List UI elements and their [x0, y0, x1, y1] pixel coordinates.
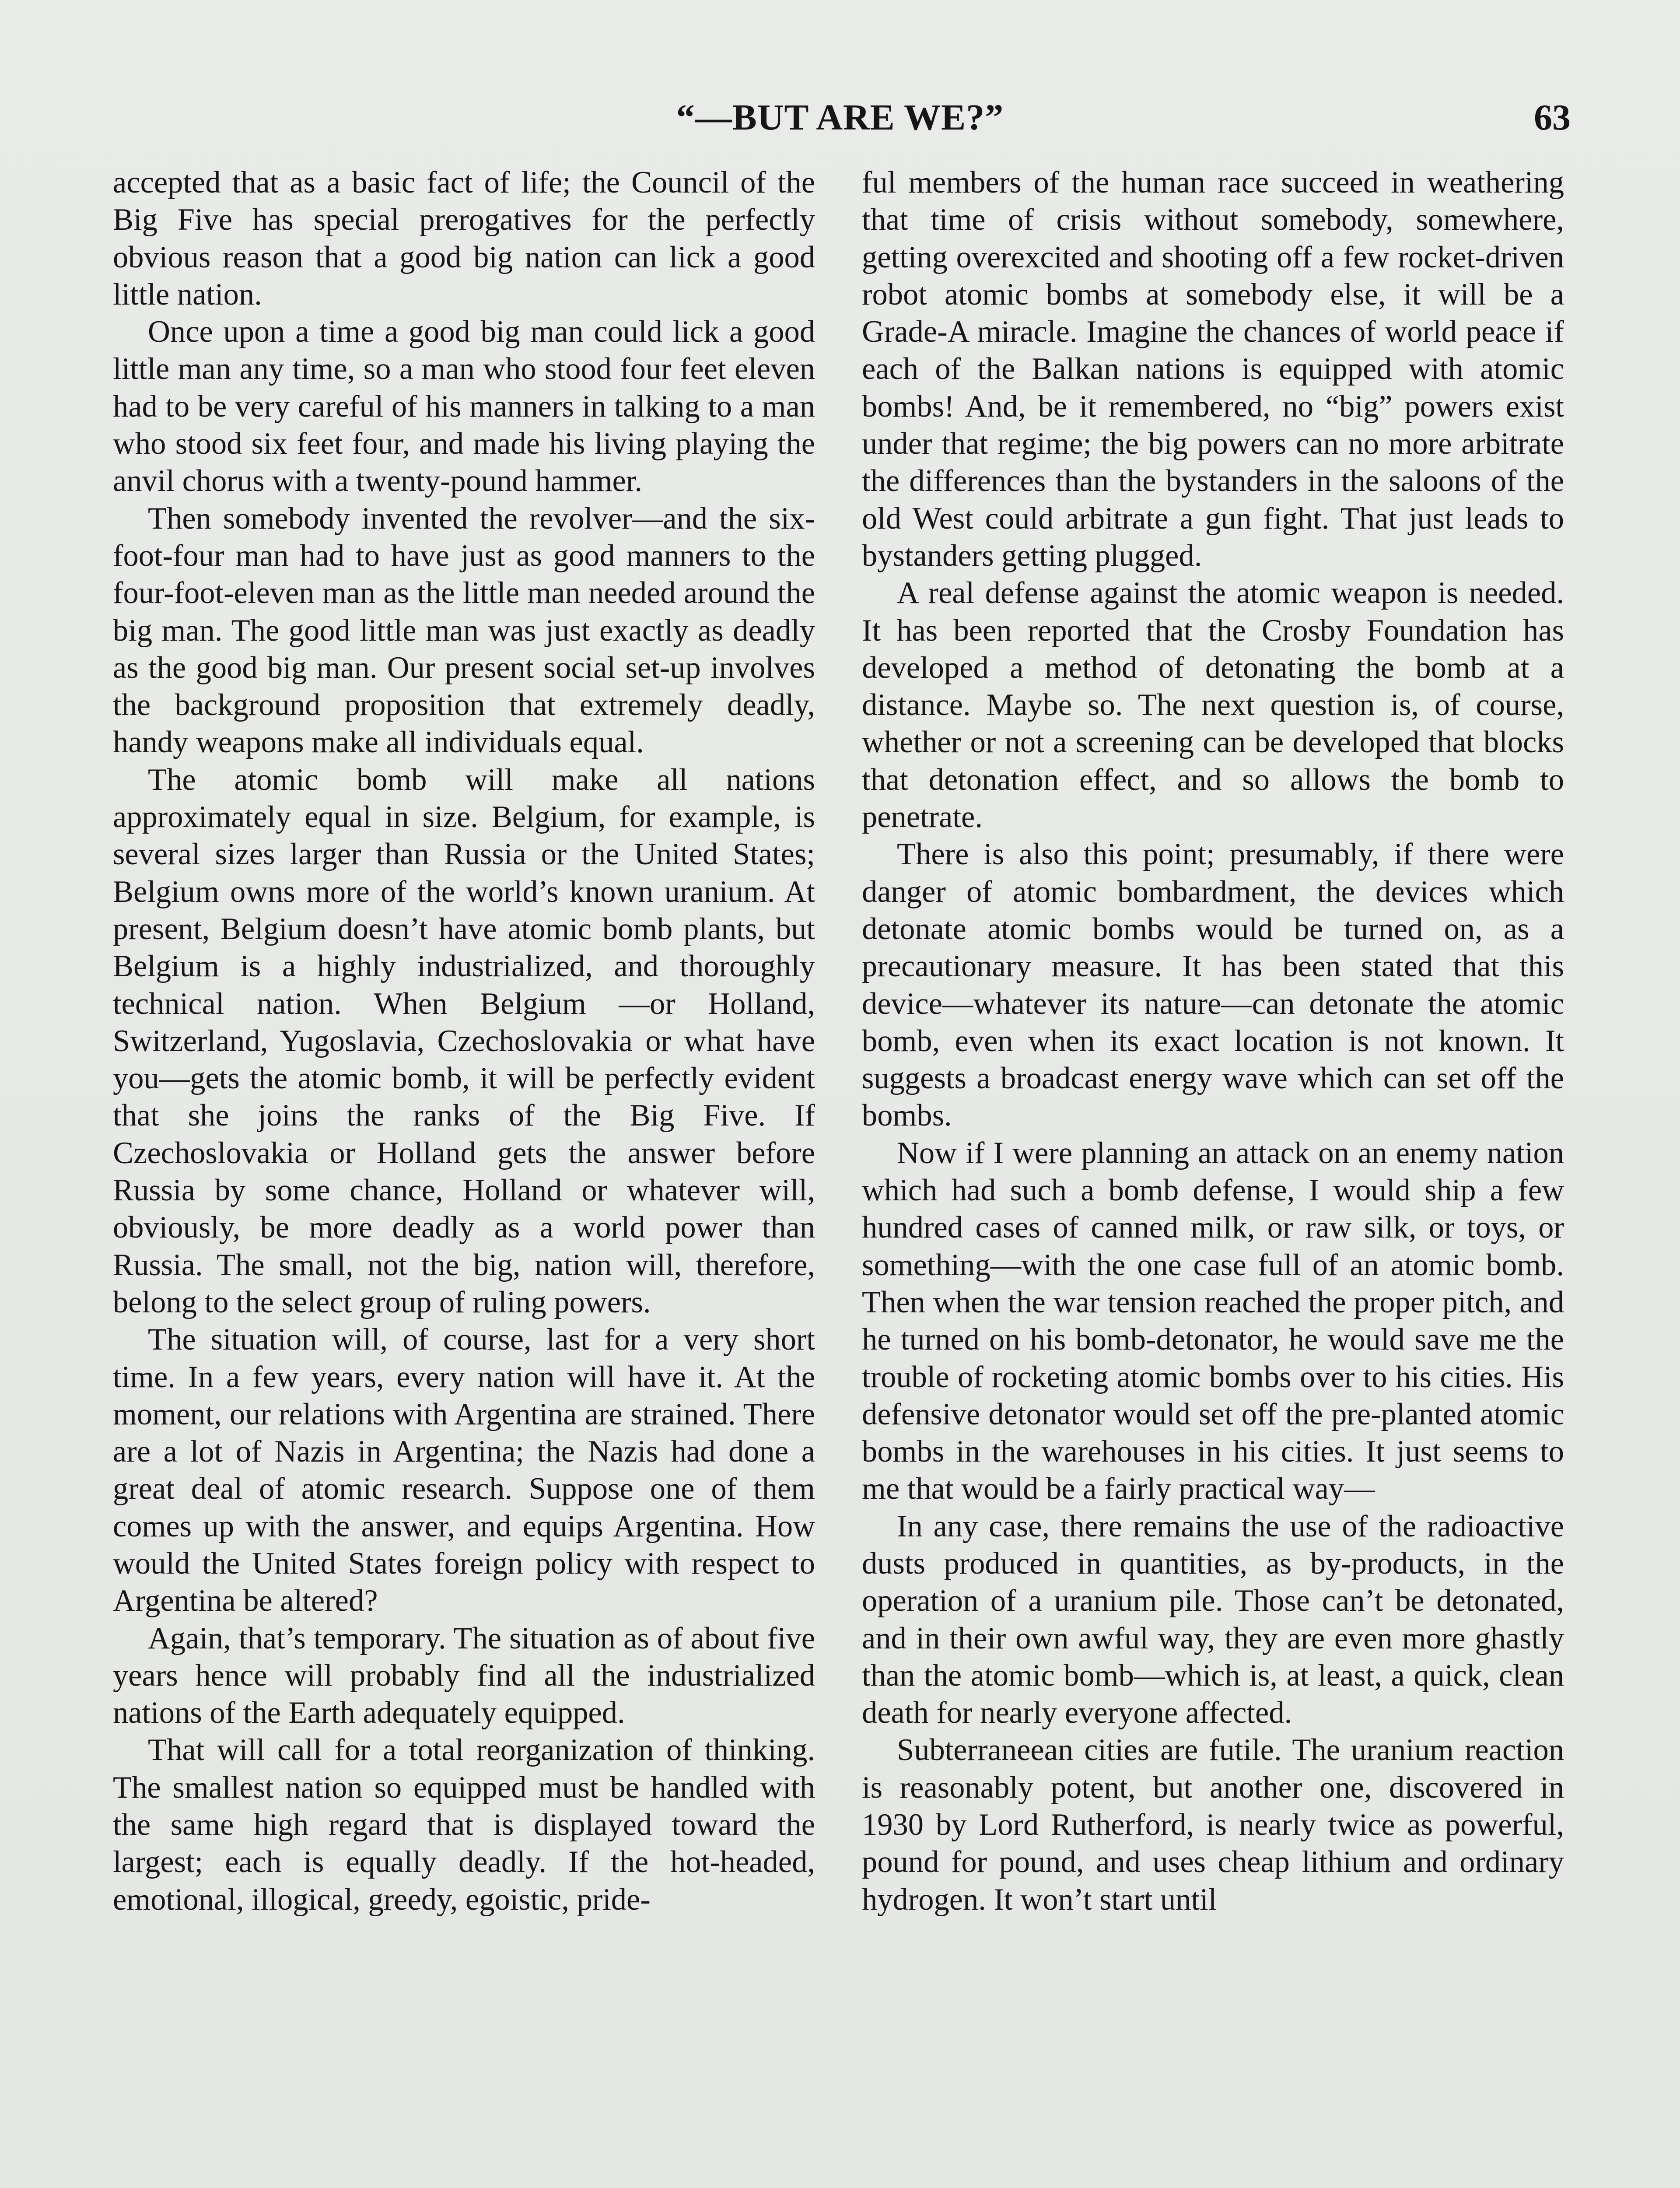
paragraph: Once upon a time a good big man could lick a good little man any time, so a man who stood four feet eleven had to be very careful of his manners in talking to a man who stood six feet four, and made his living playing the anvil chorus with a twenty-pound hammer.: [113, 315, 815, 498]
page-header: [109, 96, 1571, 153]
paragraph: accepted that as a basic fact of life; the Council of the Big Five has special prerogatives for the perfectly obvious reason that a good big nation can lick a good little nation.: [113, 165, 815, 312]
paragraph: A real defense against the atomic weapon is needed. It has been reported that the Crosby Foundation has developed a method of detonating the bomb at a distance. Maybe so. The next question is, of course, whether or not a screening can be developed that blocks that detonation effect, and so allows the bomb to penetrate.: [862, 576, 1564, 835]
paragraph: In any case, there remains the use of the radioactive dusts produced in quantities, as by-products, in the operation of a uranium pile. Those can’t be detonated, and in their own awful way, they are even more ghastly than the atomic bomb—which is, at least, a quick, clean death for nearly everyone affected.: [862, 1509, 1564, 1730]
paragraph: ful members of the human race succeed in weathering that time of crisis without somebody, somewhere, getting overexcited and shooting off a few rocket-driven robot atomic bombs at somebody else, it will be a Grade-A miracle. Imagine the chances of world peace if each of the Balkan nations is equipped with atomic bombs! And, be it remembered, no “big” powers exist under that regime; the big powers can no more arbitrate the differences than the bystanders in the saloons of the old West could arbitrate a gun fight. That just leads to bystanders getting plugged.: [862, 165, 1564, 573]
right-column: [862, 164, 1564, 1918]
paragraph: The situation will, of course, last for a very short time. In a few years, every nation will have it. At the moment, our relations with Argentina are strained. There are a lot of Nazis in Argentina; the Nazis had done a great deal of atomic research. Suppose one of them comes up with the answer, and equips Argentina. How would the United States foreign policy with respect to Argentina be altered?: [113, 1322, 815, 1618]
running-title: “—BUT ARE WE?”: [676, 97, 1004, 138]
paragraph: Now if I were planning an attack on an enemy nation which had such a bomb defense, I would ship a few hundred cases of canned milk, or raw silk, or toys, or something—with the one case full of an atomic bomb. Then when the war tension reached the proper pitch, and he turned on his bomb-detonator, he would save me the trouble of rocketing atomic bombs over to his cities. His defensive detonator would set off the pre-planted atomic bombs in the warehouses in his cities. It just seems to me that would be a fairly practical way—: [862, 1136, 1564, 1506]
paragraph: Subterraneean cities are futile. The uranium reaction is reasonably potent, but another one, discovered in 1930 by Lord Rutherford, is nearly twice as powerful, pound for pound, and uses cheap lithium and ordinary hydrogen. It won’t start until: [862, 1733, 1564, 1917]
paragraph: That will call for a total reorganization of thinking. The smallest nation so equipped must be handled with the same high regard that is displayed toward the largest; each is equally deadly. If the hot-headed, emotional, illogical, greedy, egoistic, pride-: [113, 1733, 815, 1917]
paragraph: There is also this point; presumably, if there were danger of atomic bombardment, the devices which detonate atomic bombs would be turned on, as a precautionary measure. It has been stated that this device—whatever its nature—can detonate the atomic bomb, even when its exact location is not known. It suggests a broadcast energy wave which can set off the bombs.: [862, 837, 1564, 1133]
paragraph: Then somebody invented the revolver—and the six-foot-four man had to have just as good manners to the four-foot-eleven man as the little man needed around the big man. The good little man was just exactly as deadly as the good big man. Our present social set-up involves the background proposition that extremely deadly, handy weapons make all individuals equal.: [113, 501, 815, 760]
left-column: [113, 164, 815, 1918]
paragraph: Again, that’s temporary. The situation as of about five years hence will probably find all the industrialized nations of the Earth adequately equipped.: [113, 1621, 815, 1730]
paragraph: The atomic bomb will make all nations approximately equal in size. Belgium, for example, is several sizes larger than Russia or the United States; Belgium owns more of the world’s known uranium. At present, Belgium doesn’t have atomic bomb plants, but Belgium is a highly industrialized, and thoroughly technical nation. When Belgium —or Holland, Switzerland, Yugoslavia, Czechoslovakia or what have you—gets the atomic bomb, it will be perfectly evident that she joins the ranks of the Big Five. If Czechoslovakia or Holland gets the answer before Russia by some chance, Holland or whatever will, obviously, be more deadly as a world power than Russia. The small, not the big, nation will, therefore, belong to the select group of ruling powers.: [113, 762, 815, 1319]
page-number: 63: [1534, 97, 1571, 138]
